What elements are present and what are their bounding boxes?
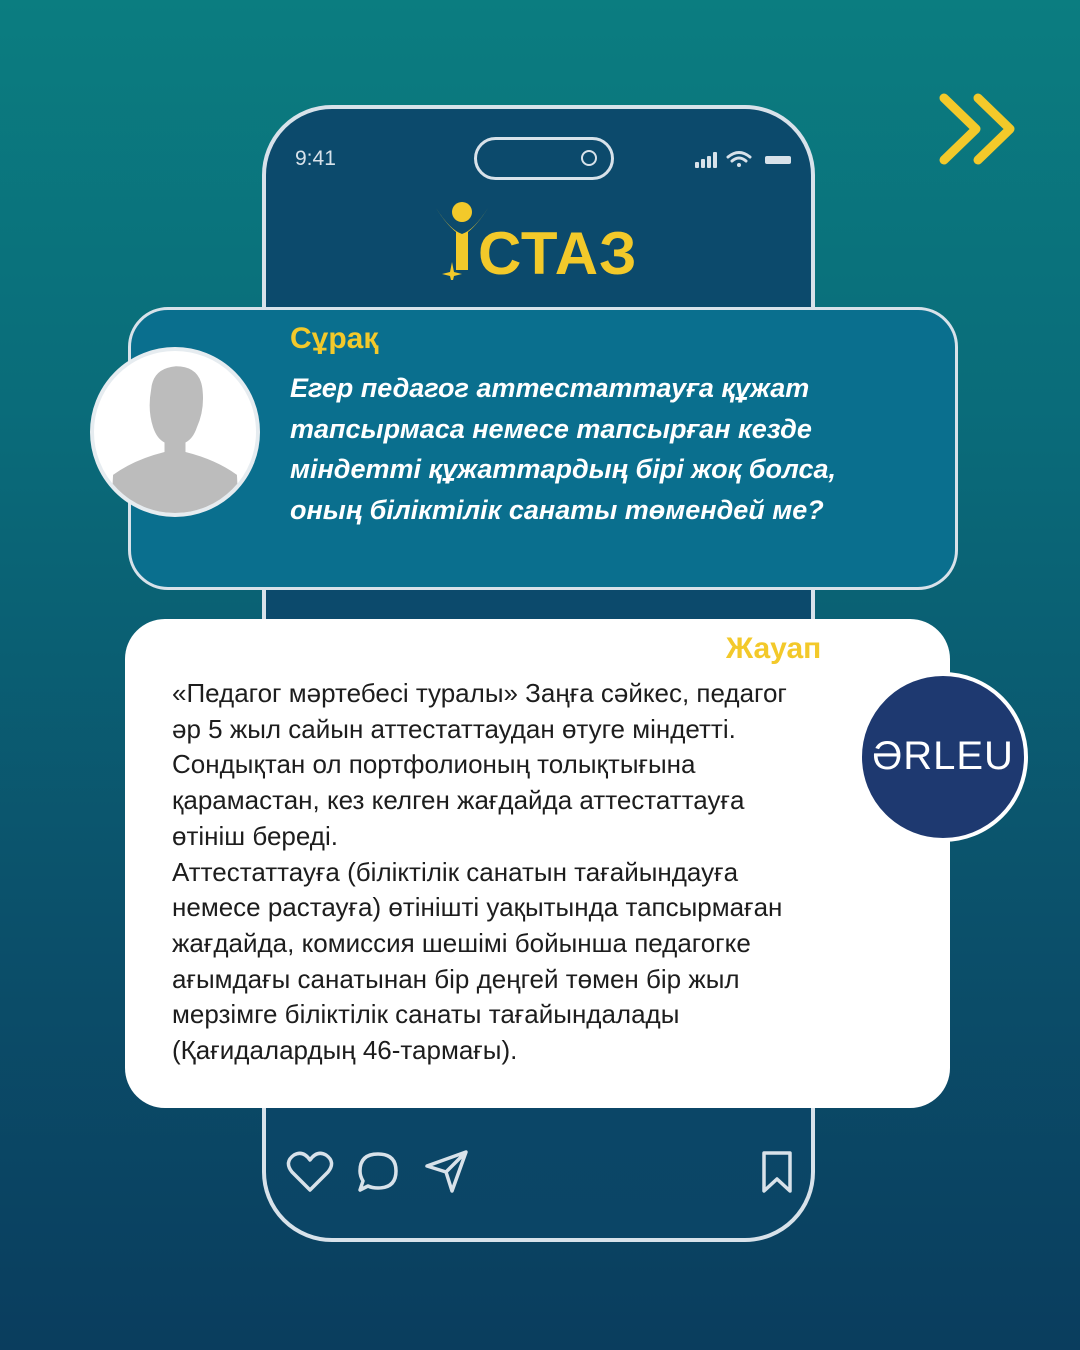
comment-icon[interactable] [356,1150,400,1194]
answer-line: Сондықтан ол портфолионың толықтығына [172,749,696,780]
orleu-logo [858,672,1028,842]
wifi-icon [728,153,750,168]
avatar [90,347,260,517]
battery-icon [765,156,791,164]
double-chevron-right-icon [938,90,1018,168]
heart-icon[interactable] [286,1150,334,1194]
orleu-wordmark: ƏRLEU [872,734,1014,778]
question-label: Сұрақ [290,322,379,355]
question-text [290,368,940,530]
answer-line: әр 5 жыл сайын аттестаттаудан өтуге міндетті. [172,713,736,744]
answer-line: немесе растауға) өтінішті уақытында тапсырмаған [172,892,783,923]
answer-line: ағымдағы санатынан бір деңгей төмен бір жыл [172,963,740,994]
question-line: оның біліктілік санаты төмендей ме? [290,494,824,525]
bookmark-icon[interactable] [760,1150,794,1194]
send-icon[interactable] [424,1148,470,1194]
question-line: Егер педагог аттестаттауға құжат [290,373,810,403]
answer-line: жағдайда, комиссия шешімі бойынша педагогке [172,927,751,958]
answer-line: Аттестаттауға (біліктілік санатын тағайындауға [172,856,739,887]
answer-line: (Қағидалардың 46-тармағы). [172,1035,518,1066]
answer-line: «Педагог мәртебесі туралы» Заңға сәйкес, педагог [172,678,787,708]
user-silhouette-icon [94,351,256,513]
camera-icon [581,150,597,166]
answer-label: Жауап [726,632,822,665]
question-line: міндетті құжаттардың бірі жоқ болса, [290,454,836,484]
answer-line: өтініш береді. [172,820,338,851]
signal-icon [695,152,717,168]
question-line: тапсырмаса немесе тапсырған кезде [290,413,812,444]
answer-text [172,676,872,1069]
answer-line: мерзімге біліктілік санаты тағайындалады [172,999,680,1030]
status-icons [693,148,793,170]
answer-line: қарамастан, кез келген жағдайда аттестаттауға [172,785,745,816]
logo-wordmark: СТАЗ [478,220,638,287]
status-time: 9:41 [295,147,336,170]
